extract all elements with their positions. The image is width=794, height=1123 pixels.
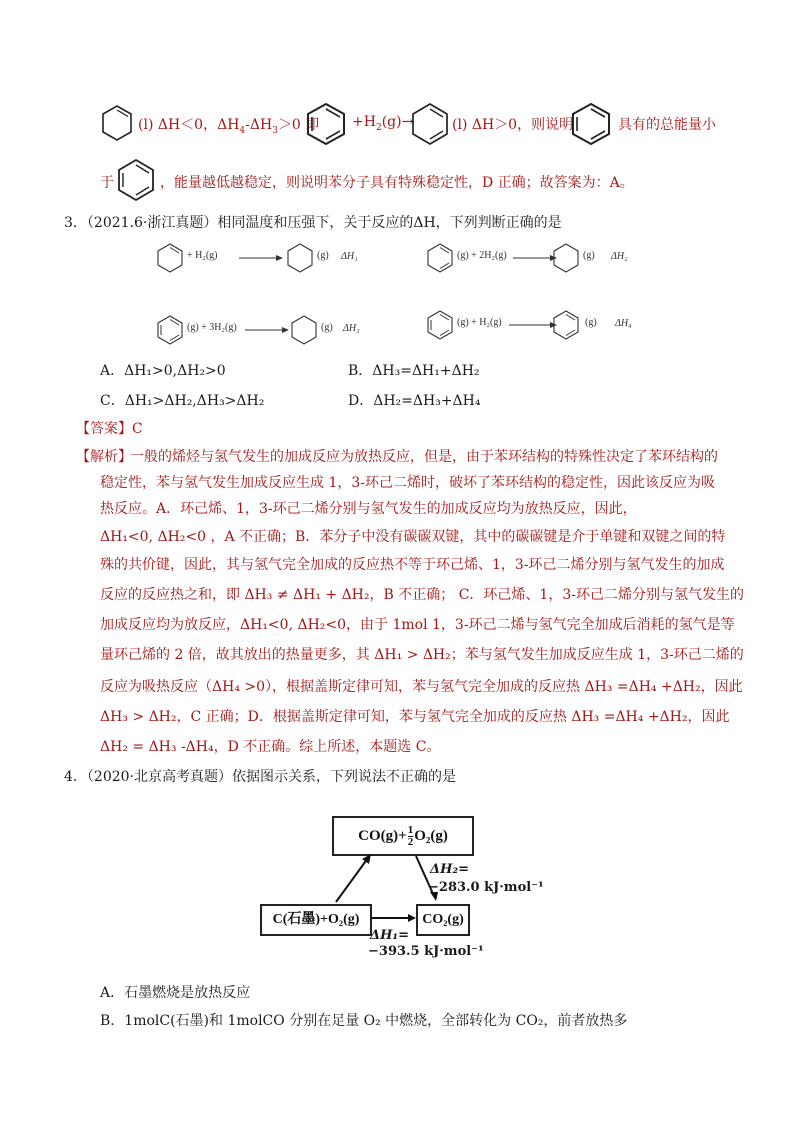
analysis-line: 一般的烯烃与氢气发生的加成反应为放热反应，但是，由于苯环结构的特殊性决定了苯环结构的 [130,449,718,465]
benzene-structure-icon [305,102,347,146]
analysis-line: ΔH₃ > ΔH₂，C 正确；D．根据盖斯定律可知，苯与氢气完全加成的反应热 ΔH₃ =ΔH₄ +ΔH₂，因此 [100,709,730,725]
dh1-value: −393.5 kJ·mol⁻¹ [368,944,484,959]
cyclohexane-structure-icon [285,242,315,274]
cyclohexadiene-structure-icon [425,242,455,274]
cyclohexadiene-structure-icon [410,102,450,146]
benzene-structure-icon [155,314,185,346]
benzene-structure-icon [425,309,455,341]
q4-option-a: A．石墨燃烧是放热反应 [100,985,251,1001]
reaction-2: (g) + 2H₂(g) (g) ΔH₂ [425,240,645,276]
analysis-line: 量环己烯的 2 倍，故其放出的热量更多，其 ΔH₁ > ΔH₂；苯与氢气发生加成反应生成 1，3-环己二烯的 [100,647,744,663]
cyclohexane-structure-icon [551,242,581,274]
analysis-line: 加成反应均为放反应，ΔH₁<0, ΔH₂<0，由于 1mol 1，3-环己二烯与氢气完全加成后消耗的氢气是等 [100,617,735,633]
analysis-line: 反应的反应热之和，即 ΔH₃ ≠ ΔH₁ + ΔH₂，B 不正确； C．环己烯、1，3-环己二烯分别与氢气发生的 [100,587,744,603]
box-co2: CO₂(g) [416,904,470,936]
dh2-value: −283.0 kJ·mol⁻¹ [428,880,544,895]
answer-value: C [132,421,143,437]
analysis-line: 稳定性，苯与氢气发生加成反应生成 1，3-环己二烯时，破坏了苯环结构的稳定性，因此该反应为吸 [100,475,715,491]
analysis-line: ΔH₂ = ΔH₃ -ΔH₄，D 不正确。综上所述，本题选 C。 [100,739,441,755]
question-3-stem: 3．（2021.6·浙江真题）相同温度和压强下，关于反应的ΔH，下列判断正确的是 [64,215,562,231]
dh1-label: ΔH₁= [370,928,409,943]
benzene-structure-icon [116,158,156,202]
reaction-arrow-icon [245,326,289,334]
reaction-3: (g) + 3H₂(g) (g) ΔH₃ [155,312,375,348]
q4-option-b: B．1molC(石墨)和 1molCO 分别在足量 O₂ 中燃烧，全部转化为 CO₂，前者放热多 [100,1013,628,1029]
analysis-label: 【解析】 [76,449,132,465]
continuation-line-2: 于 ，能量越低越稳定，则说明苯分子具有特殊稳定性，D 正确；故答案为：A。 [100,158,760,202]
energy-cycle-diagram [250,810,550,960]
q3-option-a: A．ΔH₁>0,ΔH₂>0 [100,363,226,379]
box-graphite-o2: C(石墨)+O₂(g) [260,904,372,936]
reaction-4: (g) + H₂(g) (g) ΔH₄ [425,307,665,343]
box-co-half-o2: CO(g)+ $\frac{1}{2}$ O₂(g) [332,816,474,856]
answer-label: 【答案】 [76,421,132,437]
cyclohexene-structure-icon [155,242,185,274]
question-4-stem: 4．（2020·北京高考真题）依据图示关系，下列说法不正确的是 [64,769,456,785]
analysis-line: 反应为吸热反应（ΔH₄ >0），根据盖斯定律可知，苯与氢气完全加成的反应热 ΔH₃ =ΔH₄ +ΔH₂，因此 [100,679,743,695]
q3-option-b: B．ΔH₃=ΔH₁+ΔH₂ [348,363,480,379]
analysis-line: 热反应。A．环己烯、1，3-环己二烯分别与氢气发生的加成反应均为放热反应，因此， [100,501,637,517]
analysis-line: 殊的共价键，因此，其与氢气完全加成的反应热不等于环己烯、1，3-环己二烯分别与氢气发生的加成 [100,557,725,573]
continuation-line-1: (l) ΔH＜0，$\Delta H_4-\Delta H_3>0$ 即 $+H_2(g)\to$ (l) ΔH＞0，则说明 具有的总能量小 [100,102,760,144]
q3-option-d: D．ΔH₂=ΔH₃+ΔH₄ [348,393,481,409]
q3-answer [76,418,143,438]
q3-option-c: C．ΔH₁>ΔH₂,ΔH₃>ΔH₂ [100,393,265,409]
dh2-label: ΔH₂= [430,862,469,877]
reaction-arrow-icon [509,321,557,329]
benzene-structure-icon [570,102,612,146]
reaction-1: + H₂(g) (g) ΔH₁ [155,240,375,276]
reaction-arrow-icon [239,254,283,262]
cyclohexane-structure-icon [289,314,319,346]
cyclohexadiene-structure-icon [551,309,581,341]
analysis-line: ΔH₁<0, ΔH₂<0 ，A 不正确；B．苯分子中没有碳碳双键，其中的碳碳键是介于单键和双键之间的特 [100,529,726,545]
cyclohexene-structure-icon [100,104,134,142]
